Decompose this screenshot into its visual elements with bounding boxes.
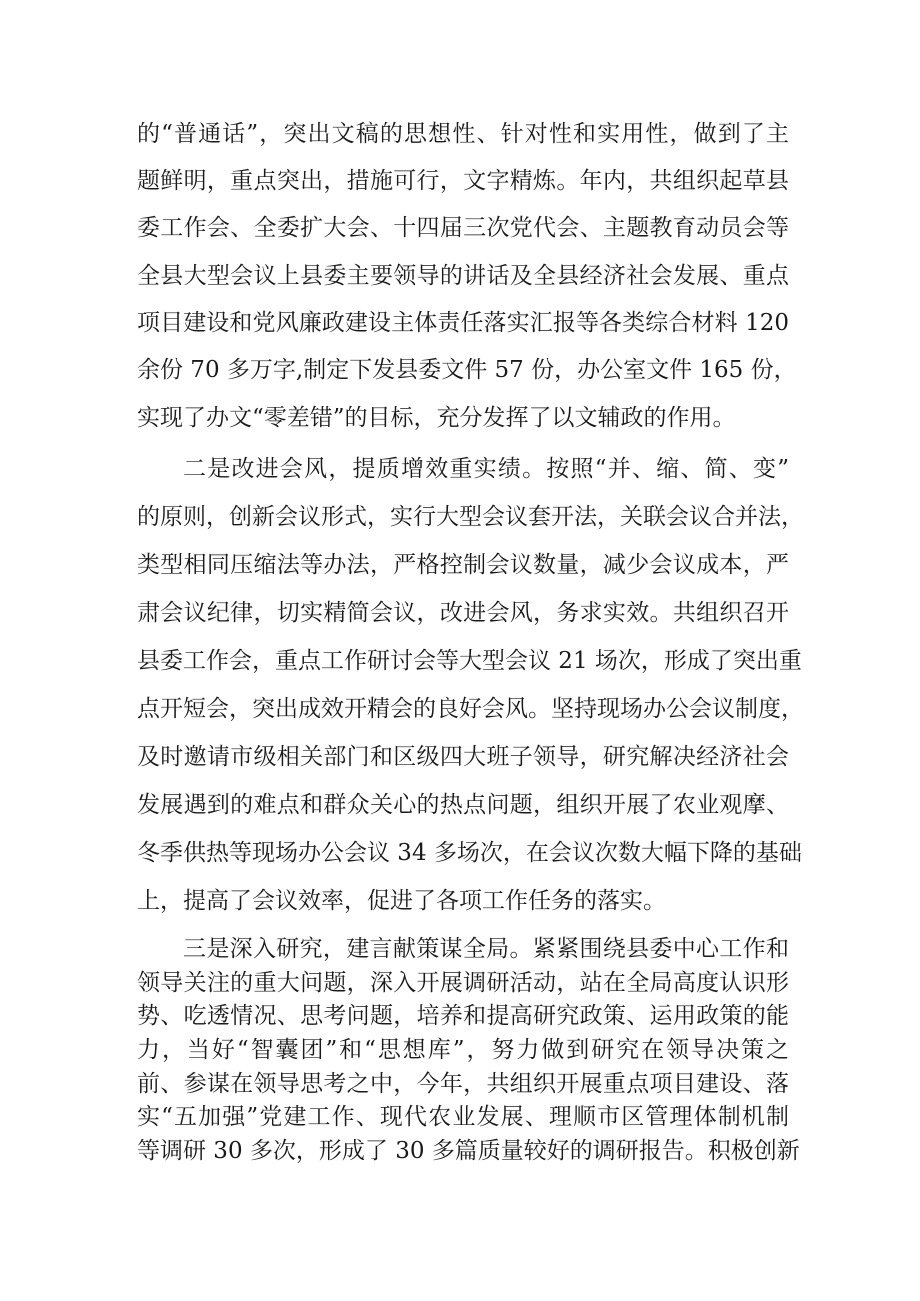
text-line: 及时邀请市级相关部门和区级四大班子领导，研究解决经济社会 [137,744,789,770]
text-line: 实“五加强”党建工作、现代农业发展、理顺市区管理体制机制 [137,1104,789,1130]
text-line: 三是深入研究，建言献策谋全局。紧紧围绕县委中心工作和 [183,936,789,962]
text-line: 冬季供热等现场办公会议 34 多场次，在会议次数大幅下降的基础 [137,840,802,866]
text-line: 发展遇到的难点和群众关心的热点问题，组织开展了农业观摩、 [137,792,789,818]
text-line: 委工作会、全委扩大会、十四届三次党代会、主题教育动员会等 [137,215,789,241]
text-line: 的“普通话”，突出文稿的思想性、针对性和实用性，做到了主 [137,121,789,147]
text-line: 实现了办文“零差错”的目标，充分发挥了以文辅政的作用。 [137,405,736,431]
text-line: 势、吃透情况、思考问题，培养和提高研究政策、运用政策的能 [137,1003,789,1029]
text-line: 点开短会，突出成效开精会的良好会风。坚持现场办公会议制度， [137,696,804,722]
text-line: 全县大型会议上县委主要领导的讲话及全县经济社会发展、重点 [137,263,789,289]
text-line: 肃会议纪律，切实精简会议，改进会风，务求实效。共组织召开 [137,600,789,626]
text-line: 等调研 30 多次，形成了 30 多篇质量较好的调研报告。积极创新 [137,1138,800,1164]
text-line: 类型相同压缩法等办法，严格控制会议数量，减少会议成本，严 [137,552,789,578]
text-line: 项目建设和党风廉政建设主体责任落实汇报等各类综合材料 120 [137,310,789,336]
text-line: 力，当好“智囊团”和“思想库”，努力做到研究在领导决策之 [137,1037,789,1063]
text-line: 余份 70 多万字,制定下发县委文件 57 份，办公室文件 165 份， [137,357,797,383]
text-line: 上，提高了会议效率，促进了各项工作任务的落实。 [137,888,666,914]
text-line: 的原则，创新会议形式，实行大型会议套开法，关联会议合并法， [137,504,804,530]
text-line: 领导关注的重大问题，深入开展调研活动，站在全局高度认识形 [137,970,789,996]
text-line: 前、参谋在领导思考之中，今年，共组织开展重点项目建设、落 [137,1071,789,1097]
text-line: 题鲜明，重点突出，措施可行，文字精炼。年内，共组织起草县 [137,168,789,194]
text-line: 县委工作会，重点工作研讨会等大型会议 21 场次，形成了突出重 [137,648,802,674]
text-line: 二是改进会风，提质增效重实绩。按照“并、缩、简、变” [183,456,789,482]
